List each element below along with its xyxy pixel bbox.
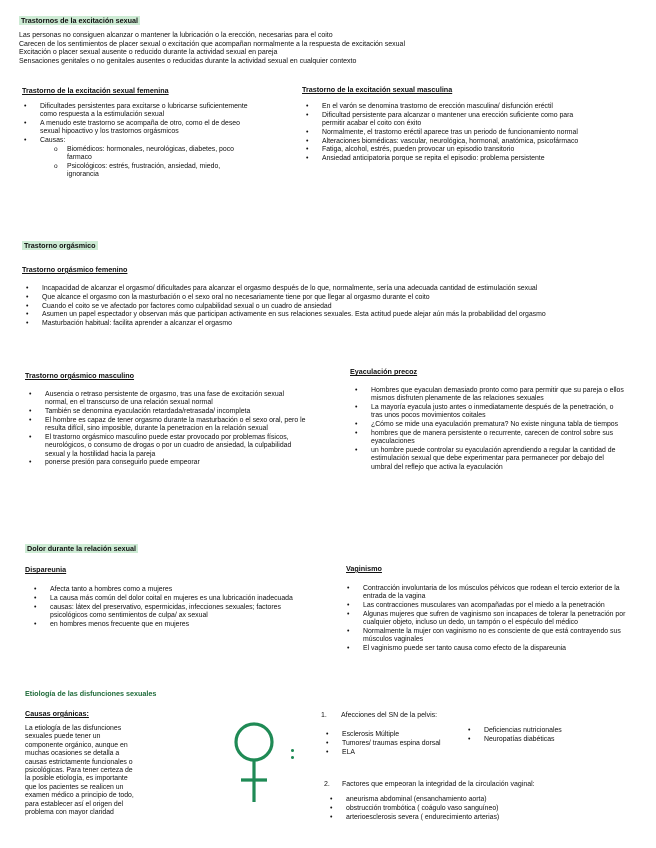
intro-line: Carecen de los sentimientos de placer sexual o excitación que acompañan normalmente a la respuesta de excitación sexual bbox=[19, 40, 406, 48]
list-item: • Normalmente, el trastorno eréctil aparece tras un periodo de funcionamiento normal bbox=[322, 129, 592, 137]
list-item: • en hombres menos frecuente que en mujeres bbox=[50, 621, 305, 629]
vaginismus-list bbox=[363, 585, 628, 654]
nervous-system-title: Afecciones del SN de la pelvis: bbox=[341, 712, 438, 719]
organic-causes-title: Causas orgánicas: bbox=[25, 709, 89, 718]
text-line: componente orgánico, aunque en bbox=[25, 741, 128, 749]
female-symbol-icon bbox=[227, 716, 281, 806]
intro-line: Sensaciones genitales o no genitales ausentes o reducidas durante la actividad sexual en cualquier contexto bbox=[19, 57, 357, 65]
list-item: • arterioesclerosis severa ( endurecimiento arterias) bbox=[346, 814, 616, 822]
list-item: • Neuropatías diabéticas bbox=[484, 736, 614, 744]
circulation-list bbox=[346, 796, 616, 822]
list-item: • Ausencia o retraso persistente de orgasmo, tras una fase de excitación sexual normal, en el transcurso de una relación sexual normal bbox=[45, 391, 307, 408]
list-item: • Alteraciones biomédicas: vascular, neurológica, hormonal, anatómica, psicofármaco bbox=[322, 138, 592, 146]
list-item: • Ansiedad anticipatoria porque se repita el episodio: problema persistente bbox=[322, 155, 592, 163]
dyspareunia-title: Dispareunia bbox=[25, 565, 67, 574]
male-excitation-title: Trastorno de la excitación sexual masculina bbox=[302, 85, 453, 94]
text-line: causas estrictamente funcionales o bbox=[25, 758, 133, 766]
list-number: 2. bbox=[324, 781, 330, 788]
list-item: • La causa más común del dolor coital en mujeres es una lubricación inadecuada bbox=[50, 595, 305, 603]
sub-list-item: o Biomédicos: hormonales, neurológicas, diabetes, poco farmaco bbox=[67, 146, 237, 163]
text-line: muchas ocasiones se detalla a bbox=[25, 750, 120, 758]
colon-dot-icon bbox=[291, 749, 294, 752]
premature-ejaculation-list bbox=[371, 387, 626, 472]
etiology-title: Etiología de las disfunciones sexuales bbox=[25, 689, 157, 698]
list-item: • hombres que de manera persistente o recurrente, carecen de control sobre sus eyaculaciones bbox=[371, 430, 626, 447]
list-number: 1. bbox=[321, 712, 327, 719]
text-line: para establecer así el origen del bbox=[25, 800, 124, 808]
text-line: que los pacientes se realicen un bbox=[25, 783, 124, 791]
excitation-intro bbox=[19, 32, 405, 66]
circulation-title: Factores que empeoran la integridad de la circulación vaginal: bbox=[342, 781, 535, 788]
list-item: • Normalmente la mujer con vaginismo no es consciente de que está contrayendo sus músculos vaginales bbox=[363, 628, 628, 645]
sub-list-item: o Psicológicos: estrés, frustración, ansiedad, miedo, ignorancia bbox=[67, 163, 237, 180]
list-item: • En el varón se denomina trastorno de erección masculina/ disfunción eréctil bbox=[322, 103, 592, 111]
nervous-system-right-list bbox=[484, 727, 614, 745]
text-line: psicológicas. Para tener certeza de bbox=[25, 767, 133, 775]
list-item: • obstrucción trombótica ( coágulo vaso sanguíneo) bbox=[346, 805, 616, 813]
list-item: • Dificultad persistente para alcanzar o mantener una erección suficiente como para permitir acabar el coito con éxito bbox=[322, 112, 592, 129]
female-excitation-title: Trastorno de la excitación sexual femenina bbox=[22, 86, 169, 95]
list-item: • Asumen un papel espectador y observan más que participan activamente en sus relaciones sexuales. Esta actitud puede alejar aún más la probabilidad del orgasmo bbox=[42, 311, 627, 319]
list-item: • El hombre es capaz de tener orgasmo durante la masturbación o el sexo oral, pero le resulta difícil, sino imposible, durante la penetracion en la relación sexual bbox=[45, 417, 307, 434]
list-item: • Afecta tanto a hombres como a mujeres bbox=[50, 586, 305, 594]
section-title-excitation: Trastornos de la excitación sexual bbox=[21, 16, 139, 25]
male-orgasm-list bbox=[45, 391, 307, 468]
dyspareunia-list bbox=[50, 586, 305, 629]
list-item: • Incapacidad de alcanzar el orgasmo/ dificultades para alcanzar el orgasmo después de lo que, normalmente, sería una adecuada cantidad de estimulación sexual bbox=[42, 285, 627, 293]
list-item: • ¿Cómo se mide una eyaculación prematura? No existe ninguna tabla de tiempos bbox=[371, 421, 626, 429]
female-orgasm-list bbox=[42, 285, 627, 329]
section-title-pain: Dolor durante la relación sexual bbox=[27, 544, 137, 553]
male-orgasm-title: Trastorno orgásmico masculino bbox=[25, 371, 135, 380]
male-excitation-list bbox=[322, 103, 592, 164]
intro-line: Excitación o placer sexual ausente o reducido durante la actividad sexual en pareja bbox=[19, 49, 278, 56]
list-item: • Esclerosis Múltiple bbox=[342, 731, 457, 739]
text-line: problema con mayor claridad bbox=[25, 809, 114, 817]
list-item: • Hombres que eyaculan demasiado pronto como para permitir que su pareja o ellos mismos disfruten plenamente de las relaciones sexuales bbox=[371, 387, 626, 404]
colon-dot-icon bbox=[291, 756, 294, 759]
nervous-system-left-list bbox=[342, 731, 457, 757]
list-item: • Fatiga, alcohol, estrés, pueden provocar un episodio transitorio bbox=[322, 146, 592, 154]
list-item: • Las contracciones musculares van acompañadas por el miedo a la penetración bbox=[363, 602, 628, 610]
text-line: sexuales puede tener un bbox=[25, 733, 101, 741]
list-item: • Contracción involuntaria de los músculos pélvicos que rodean el tercio exterior de la entrada de la vagina bbox=[363, 585, 628, 602]
female-excitation-list bbox=[40, 103, 255, 179]
list-item: • causas: látex del preservativo, espermicidas, infecciones sexuales; factores psicológicos como sentimientos de culpa/ ax sexual bbox=[50, 604, 305, 621]
vaginismus-title: Vaginismo bbox=[346, 564, 382, 573]
list-item: • aneurisma abdominal (ensanchamiento aorta) bbox=[346, 796, 616, 804]
intro-line: Las personas no consiguen alcanzar o mantener la lubricación o la erección, necesarias para el coito bbox=[19, 32, 333, 39]
text-line: La etiología de las disfunciones bbox=[25, 725, 122, 732]
list-item: • un hombre puede controlar su eyaculación aprendiendo a regular la cantidad de estimulación sexual que debe experimentar para permanecer por debajo del umbral del reflejo que activa la eyaculación bbox=[371, 447, 626, 472]
list-item: • Que alcance el orgasmo con la masturbación o el sexo oral no necesariamente tiene por que llegar al orgasmo durante el coito bbox=[42, 294, 627, 302]
section-title-orgasm: Trastorno orgásmico bbox=[24, 241, 96, 250]
list-item: • Algunas mujeres que sufren de vaginismo son incapaces de tolerar la penetración por cualquier objeto, incluso un dedo, un tampón o el espéculo del médico bbox=[363, 611, 628, 628]
list-item: • Cuando el coito se ve afectado por factores como culpabilidad sexual o un cuadro de ansiedad bbox=[42, 303, 627, 311]
list-item: • Dificultades persistentes para excitarse o lubricarse suficientemente como respuesta a la estimulación sexual bbox=[40, 103, 255, 120]
organic-causes-text bbox=[25, 725, 134, 817]
list-item: • ELA bbox=[342, 749, 457, 757]
list-item: • A menudo este trastorno se acompaña de otro, como el de deseo sexual hipoactivo y los trastornos orgásmicos bbox=[40, 120, 255, 137]
premature-ejaculation-title: Eyaculación precoz bbox=[350, 367, 418, 376]
list-item: • El trastorno orgásmico masculino puede estar provocado por problemas físicos, neurológicos, o consumo de drogas o por un cuadro de ansiedad, la culpabilidad sexual y la hostilidad hacia la pareja bbox=[45, 434, 307, 459]
list-item: • Tumores/ traumas espina dorsal bbox=[342, 740, 457, 748]
list-item: • El vaginismo puede ser tanto causa como efecto de la dispareunia bbox=[363, 645, 628, 653]
list-item: • Causas: bbox=[40, 137, 255, 145]
text-line: examen médico a principio de todo, bbox=[25, 792, 134, 800]
female-orgasm-title: Trastorno orgásmico femenino bbox=[22, 265, 128, 274]
list-item: • También se denomina eyaculación retardada/retrasada/ incompleta bbox=[45, 408, 307, 416]
list-item: • Masturbación habitual: facilita aprender a alcanzar el orgasmo bbox=[42, 320, 627, 328]
list-item: • La mayoría eyacula justo antes o inmediatamente después de la penetración, o tras unos pocos movimientos coitales bbox=[371, 404, 626, 421]
list-item: • Deficiencias nutricionales bbox=[484, 727, 614, 735]
list-item: • ponerse presión para conseguirlo puede empeorar bbox=[45, 459, 307, 467]
text-line: la posible etiología, es importante bbox=[25, 775, 128, 783]
